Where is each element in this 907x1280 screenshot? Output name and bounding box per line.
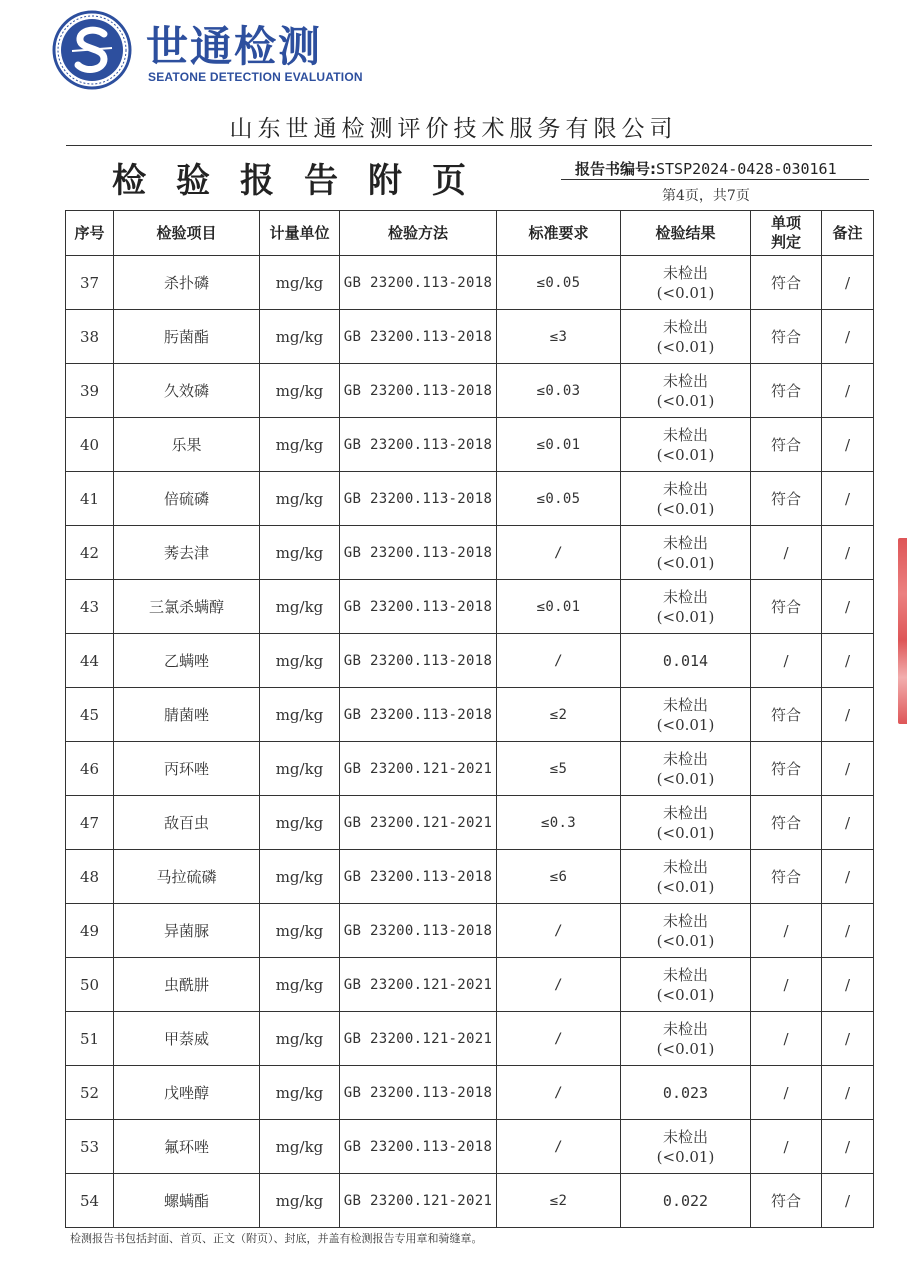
cell-item: 马拉硫磷 [114, 850, 260, 904]
result-value: 未检出 [662, 587, 708, 606]
cell-method: GB 23200.113-2018 [340, 256, 497, 310]
report-number-value: STSP2024-0428-030161 [656, 160, 837, 178]
result-value: 未检出 [662, 1127, 708, 1146]
page-title: 检验报告附页 [112, 161, 496, 201]
cell-method: GB 23200.121-2021 [340, 742, 497, 796]
cell-note: / [822, 526, 874, 580]
cell-verdict: 符合 [751, 418, 822, 472]
cell-unit: mg/kg [260, 958, 340, 1012]
cell-item: 虫酰肼 [114, 958, 260, 1012]
result-value: 未检出 [662, 803, 708, 822]
result-detection-limit: (<0.01) [656, 769, 715, 788]
cell-requirement: ≤2 [497, 1174, 621, 1228]
cell-verdict: / [751, 1012, 822, 1066]
result-value: 未检出 [662, 371, 708, 390]
result-value: 未检出 [662, 749, 708, 768]
table-row [66, 364, 874, 418]
cell-no: 46 [66, 742, 114, 796]
cell-item: 敌百虫 [114, 796, 260, 850]
cell-result [621, 1066, 751, 1120]
result-detection-limit: (<0.01) [656, 823, 715, 842]
cell-unit: mg/kg [260, 1066, 340, 1120]
cell-result [621, 634, 751, 688]
result-value: 0.014 [662, 651, 709, 670]
cell-item: 氟环唑 [114, 1120, 260, 1174]
cell-no: 39 [66, 364, 114, 418]
cell-method: GB 23200.113-2018 [340, 310, 497, 364]
result-detection-limit: (<0.01) [656, 283, 715, 302]
result-detection-limit: (<0.01) [656, 1147, 715, 1166]
cell-requirement: / [497, 526, 621, 580]
cell-note: / [822, 850, 874, 904]
header-no: 序号 [66, 211, 114, 256]
table-row [66, 1012, 874, 1066]
table-row [66, 580, 874, 634]
result-detection-limit: (<0.01) [656, 877, 715, 896]
cell-result [621, 904, 751, 958]
cell-result [621, 742, 751, 796]
cell-no: 54 [66, 1174, 114, 1228]
cell-note: / [822, 1120, 874, 1174]
result-value: 未检出 [662, 965, 708, 984]
table-row [66, 472, 874, 526]
cell-no: 38 [66, 310, 114, 364]
result-value: 未检出 [662, 857, 708, 876]
cell-item: 倍硫磷 [114, 472, 260, 526]
cell-method: GB 23200.113-2018 [340, 850, 497, 904]
result-value: 未检出 [662, 263, 708, 282]
table-row [66, 1120, 874, 1174]
table-row [66, 958, 874, 1012]
cell-note: / [822, 364, 874, 418]
brand-name-en: SEATONE DETECTION EVALUATION [148, 70, 363, 84]
cell-item: 肟菌酯 [114, 310, 260, 364]
cell-note: / [822, 1012, 874, 1066]
header-item: 检验项目 [114, 211, 260, 256]
cell-item: 乙螨唑 [114, 634, 260, 688]
report-number-underline [561, 179, 869, 180]
seal-stamp-edge [898, 538, 907, 724]
cell-verdict: 符合 [751, 256, 822, 310]
cell-requirement: / [497, 958, 621, 1012]
company-name: 山东世通检测评价技术服务有限公司 [229, 116, 678, 142]
report-number [575, 158, 837, 179]
cell-method: GB 23200.113-2018 [340, 580, 497, 634]
cell-item: 螺螨酯 [114, 1174, 260, 1228]
result-value: 0.023 [662, 1083, 709, 1102]
cell-note: / [822, 688, 874, 742]
cell-requirement: ≤0.3 [497, 796, 621, 850]
result-detection-limit: (<0.01) [656, 607, 715, 626]
cell-item: 久效磷 [114, 364, 260, 418]
cell-method: GB 23200.113-2018 [340, 688, 497, 742]
cell-verdict: / [751, 958, 822, 1012]
table-row [66, 742, 874, 796]
cell-no: 49 [66, 904, 114, 958]
result-value: 未检出 [662, 317, 708, 336]
table-row [66, 850, 874, 904]
cell-no: 45 [66, 688, 114, 742]
result-detection-limit: (<0.01) [656, 499, 715, 518]
cell-requirement: ≤2 [497, 688, 621, 742]
table-row [66, 796, 874, 850]
cell-no: 40 [66, 418, 114, 472]
cell-method: GB 23200.113-2018 [340, 526, 497, 580]
cell-requirement: / [497, 1066, 621, 1120]
table-row [66, 256, 874, 310]
cell-no: 43 [66, 580, 114, 634]
cell-note: / [822, 418, 874, 472]
report-number-label: 报告书编号: [575, 160, 656, 178]
cell-note: / [822, 310, 874, 364]
cell-unit: mg/kg [260, 742, 340, 796]
cell-no: 37 [66, 256, 114, 310]
cell-no: 44 [66, 634, 114, 688]
cell-method: GB 23200.121-2021 [340, 1174, 497, 1228]
cell-result [621, 688, 751, 742]
cell-item: 异菌脲 [114, 904, 260, 958]
cell-result [621, 418, 751, 472]
brand-name-cn: 世通检测 [146, 22, 323, 71]
cell-requirement: ≤0.05 [497, 472, 621, 526]
cell-note: / [822, 472, 874, 526]
cell-unit: mg/kg [260, 688, 340, 742]
cell-method: GB 23200.113-2018 [340, 1066, 497, 1120]
cell-item: 腈菌唑 [114, 688, 260, 742]
cell-unit: mg/kg [260, 256, 340, 310]
cell-no: 41 [66, 472, 114, 526]
cell-unit: mg/kg [260, 526, 340, 580]
cell-unit: mg/kg [260, 1120, 340, 1174]
cell-requirement: / [497, 904, 621, 958]
result-detection-limit: (<0.01) [656, 553, 715, 572]
result-value: 未检出 [662, 1019, 708, 1038]
result-detection-limit: (<0.01) [656, 931, 715, 950]
cell-verdict: / [751, 526, 822, 580]
cell-note: / [822, 580, 874, 634]
cell-requirement: ≤6 [497, 850, 621, 904]
cell-method: GB 23200.113-2018 [340, 1120, 497, 1174]
cell-verdict: / [751, 904, 822, 958]
cell-result [621, 796, 751, 850]
result-detection-limit: (<0.01) [656, 391, 715, 410]
page-info: 第4页，共7页 [662, 188, 750, 204]
cell-note: / [822, 742, 874, 796]
cell-item: 莠去津 [114, 526, 260, 580]
cell-item: 三氯杀螨醇 [114, 580, 260, 634]
cell-unit: mg/kg [260, 1012, 340, 1066]
cell-verdict: 符合 [751, 364, 822, 418]
cell-no: 51 [66, 1012, 114, 1066]
cell-method: GB 23200.113-2018 [340, 418, 497, 472]
cell-requirement: ≤0.05 [497, 256, 621, 310]
cell-unit: mg/kg [260, 904, 340, 958]
cell-note: / [822, 1174, 874, 1228]
cell-note: / [822, 256, 874, 310]
cell-unit: mg/kg [260, 364, 340, 418]
cell-method: GB 23200.113-2018 [340, 634, 497, 688]
header-unit: 计量单位 [260, 211, 340, 256]
cell-verdict: / [751, 634, 822, 688]
table-row [66, 688, 874, 742]
table-row [66, 634, 874, 688]
cell-requirement: / [497, 1012, 621, 1066]
cell-item: 戊唑醇 [114, 1066, 260, 1120]
cell-result [621, 526, 751, 580]
cell-requirement: ≤0.01 [497, 580, 621, 634]
cell-result [621, 472, 751, 526]
cell-verdict: 符合 [751, 310, 822, 364]
cell-result [621, 1174, 751, 1228]
cell-item: 杀扑磷 [114, 256, 260, 310]
result-value: 0.022 [662, 1191, 709, 1210]
cell-unit: mg/kg [260, 850, 340, 904]
cell-unit: mg/kg [260, 580, 340, 634]
cell-method: GB 23200.113-2018 [340, 472, 497, 526]
header-verdict-text: 单项判定 [770, 214, 801, 251]
cell-item: 丙环唑 [114, 742, 260, 796]
cell-result [621, 1120, 751, 1174]
header-note: 备注 [822, 211, 874, 256]
cell-result [621, 256, 751, 310]
cell-verdict: / [751, 1066, 822, 1120]
cell-result [621, 958, 751, 1012]
result-value: 未检出 [662, 425, 708, 444]
result-detection-limit: (<0.01) [656, 715, 715, 734]
cell-method: GB 23200.121-2021 [340, 1012, 497, 1066]
result-value: 未检出 [662, 533, 708, 552]
result-detection-limit: (<0.01) [656, 337, 715, 356]
cell-unit: mg/kg [260, 418, 340, 472]
inspection-table [65, 210, 874, 1228]
cell-note: / [822, 1066, 874, 1120]
cell-verdict: 符合 [751, 742, 822, 796]
result-value: 未检出 [662, 911, 708, 930]
header-requirement: 标准要求 [497, 211, 621, 256]
table-header-row [66, 211, 874, 256]
cell-unit: mg/kg [260, 472, 340, 526]
cell-requirement: ≤5 [497, 742, 621, 796]
cell-no: 52 [66, 1066, 114, 1120]
header-result: 检验结果 [621, 211, 751, 256]
cell-unit: mg/kg [260, 1174, 340, 1228]
cell-item: 乐果 [114, 418, 260, 472]
cell-note: / [822, 904, 874, 958]
cell-unit: mg/kg [260, 310, 340, 364]
cell-no: 48 [66, 850, 114, 904]
header-verdict [751, 211, 822, 256]
cell-result [621, 310, 751, 364]
table-row [66, 310, 874, 364]
cell-method: GB 23200.113-2018 [340, 364, 497, 418]
result-value: 未检出 [662, 479, 708, 498]
result-value: 未检出 [662, 695, 708, 714]
header-divider [66, 145, 872, 146]
cell-requirement: ≤3 [497, 310, 621, 364]
cell-method: GB 23200.113-2018 [340, 904, 497, 958]
cell-no: 53 [66, 1120, 114, 1174]
cell-requirement: / [497, 1120, 621, 1174]
cell-method: GB 23200.121-2021 [340, 958, 497, 1012]
cell-note: / [822, 958, 874, 1012]
table-row [66, 904, 874, 958]
table-row [66, 526, 874, 580]
cell-result [621, 364, 751, 418]
cell-result [621, 850, 751, 904]
cell-note: / [822, 634, 874, 688]
cell-no: 47 [66, 796, 114, 850]
cell-method: GB 23200.121-2021 [340, 796, 497, 850]
cell-unit: mg/kg [260, 796, 340, 850]
cell-verdict: 符合 [751, 1174, 822, 1228]
table-row [66, 1066, 874, 1120]
cell-requirement: ≤0.03 [497, 364, 621, 418]
cell-item: 甲萘威 [114, 1012, 260, 1066]
table-row [66, 418, 874, 472]
cell-no: 42 [66, 526, 114, 580]
footer-note: 检测报告书包括封面、首页、正文（附页）、封底，并盖有检测报告专用章和骑缝章。 [70, 1232, 483, 1245]
cell-note: / [822, 796, 874, 850]
cell-result [621, 580, 751, 634]
cell-verdict: 符合 [751, 688, 822, 742]
result-detection-limit: (<0.01) [656, 985, 715, 1004]
table-row [66, 1174, 874, 1228]
seatone-logo-icon [52, 10, 132, 90]
cell-requirement: ≤0.01 [497, 418, 621, 472]
cell-verdict: 符合 [751, 472, 822, 526]
cell-verdict: / [751, 1120, 822, 1174]
result-detection-limit: (<0.01) [656, 445, 715, 464]
cell-result [621, 1012, 751, 1066]
cell-verdict: 符合 [751, 580, 822, 634]
cell-requirement: / [497, 634, 621, 688]
cell-no: 50 [66, 958, 114, 1012]
header-method: 检验方法 [340, 211, 497, 256]
cell-verdict: 符合 [751, 796, 822, 850]
result-detection-limit: (<0.01) [656, 1039, 715, 1058]
cell-unit: mg/kg [260, 634, 340, 688]
cell-verdict: 符合 [751, 850, 822, 904]
